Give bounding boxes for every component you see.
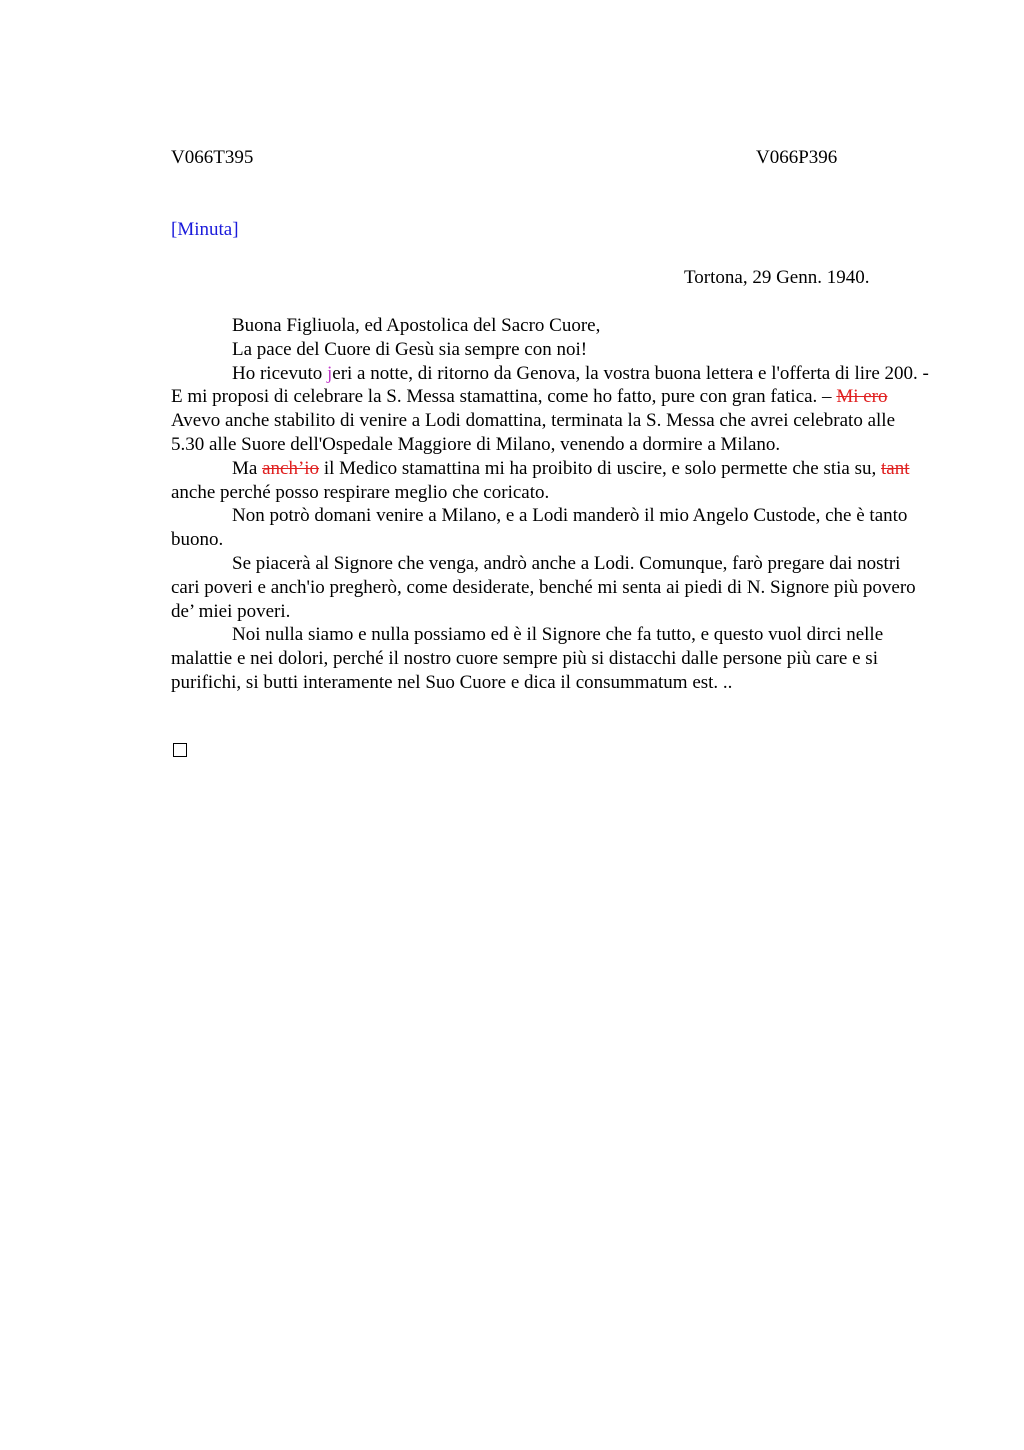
letter-paragraph: Non potrò domani venire a Milano, e a Lodi manderò il mio Angelo Custode, che è tanto buono. bbox=[171, 505, 908, 551]
text-run: Ho ricevuto bbox=[232, 362, 327, 384]
letter-body bbox=[171, 314, 931, 695]
text-run: anche perché posso respirare meglio che coricato. bbox=[171, 481, 550, 503]
letter-paragraph: Noi nulla siamo e nulla possiamo ed è il Signore che fa tutto, e questo vuol dirci nelle malattie e nei dolori, perché il nostro cuore sempre più si distacchi dalle persone più care e si purifichi, si butti interamente nel Suo Cuore e dica il consummatum est. .. bbox=[171, 624, 884, 693]
deleted-text: tant bbox=[881, 457, 910, 479]
text-run: il Medico stamattina mi ha proibito di uscire, e solo permette che stia su, bbox=[319, 457, 882, 479]
text-run: Ma bbox=[232, 457, 263, 479]
document-code-left: V066T395 bbox=[171, 147, 254, 168]
letter-salutation: Buona Figliuola, ed Apostolica del Sacro Cuore, bbox=[232, 315, 601, 336]
letter-paragraph bbox=[171, 457, 931, 505]
text-run: eri a notte, di ritorno da Genova, la vostra buona lettera e l'offerta di lire 200. - E mi proposi di celebrare la S. Messa stamattina, come ho fatto, pure con gran fatica. – bbox=[171, 362, 929, 408]
document-code-right: V066P396 bbox=[756, 147, 838, 168]
deleted-text: anch’io bbox=[262, 457, 320, 479]
text-run: Avevo anche stabilito di venire a Lodi domattina, terminata la S. Messa che avrei celebrato alle 5.30 alle Suore dell'Ospedale Maggiore di Milano, venendo a dormire a Milano. bbox=[171, 410, 896, 455]
inserted-text: j bbox=[326, 362, 333, 384]
letter-paragraph bbox=[171, 362, 931, 457]
letter-paragraph: Se piacerà al Signore che venga, andrò anche a Lodi. Comunque, farò pregare dai nostri cari poveri e anch'io pregherò, come desiderate, benché mi senta ai piedi di N. Signore più povero de’ miei poveri. bbox=[171, 552, 916, 622]
end-marker-box bbox=[173, 743, 187, 757]
draft-label: [Minuta] bbox=[171, 219, 239, 240]
letter-greeting: La pace del Cuore di Gesù sia sempre con noi! bbox=[232, 338, 588, 360]
letter-dateline: Tortona, 29 Genn. 1940. bbox=[684, 267, 870, 288]
deleted-text: Mi ero bbox=[836, 386, 888, 408]
